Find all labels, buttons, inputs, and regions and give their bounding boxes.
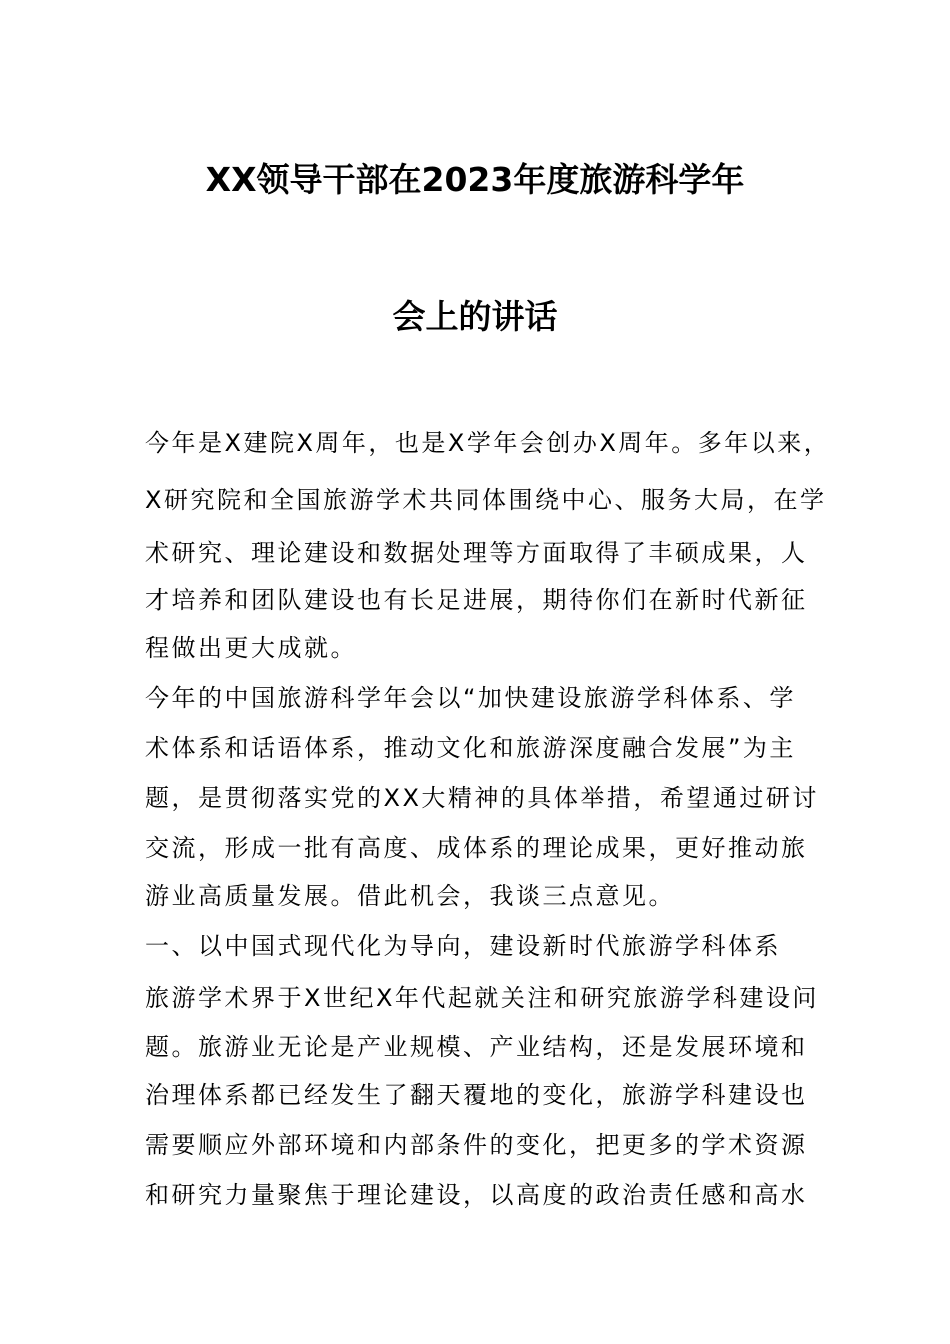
section-heading: 一、以中国式现代化为导向，建设新时代旅游学科体系: [145, 932, 781, 960]
document-title-line-2: 会上的讲话: [392, 297, 558, 336]
document-title-line-1: XX领导干部在2023年度旅游科学年: [205, 160, 745, 199]
body-line: 程做出更大成就。: [145, 634, 357, 662]
body-line: X研究院和全国旅游学术共同体围绕中心、服务大局，在学: [145, 486, 827, 514]
body-line: 才培养和团队建设也有长足进展，期待你们在新时代新征: [145, 586, 808, 614]
body-line: 术体系和话语体系，推动文化和旅游深度融合发展”为主: [145, 734, 796, 762]
body-line: 和研究力量聚焦于理论建设，以高度的政治责任感和高水: [145, 1181, 808, 1209]
body-line: 题。旅游业无论是产业规模、产业结构，还是发展环境和: [145, 1033, 808, 1061]
body-line: 术研究、理论建设和数据处理等方面取得了丰硕成果，人: [145, 539, 808, 567]
body-line: 需要顺应外部环境和内部条件的变化，把更多的学术资源: [145, 1131, 808, 1159]
body-line: 治理体系都已经发生了翻天覆地的变化，旅游学科建设也: [145, 1081, 808, 1109]
body-line: 今年的中国旅游科学年会以“加快建设旅游学科体系、学: [145, 684, 796, 712]
body-line: 题，是贯彻落实党的XX大精神的具体举措，希望通过研讨: [145, 784, 819, 812]
body-line: 游业高质量发展。借此机会，我谈三点意见。: [145, 882, 675, 910]
body-line: 交流，形成一批有高度、成体系的理论成果，更好推动旅: [145, 834, 808, 862]
body-line: 今年是X建院X周年，也是X学年会创办X周年。多年以来，: [145, 429, 831, 457]
body-line: 旅游学术界于X世纪X年代起就关注和研究旅游学科建设问: [145, 984, 819, 1012]
